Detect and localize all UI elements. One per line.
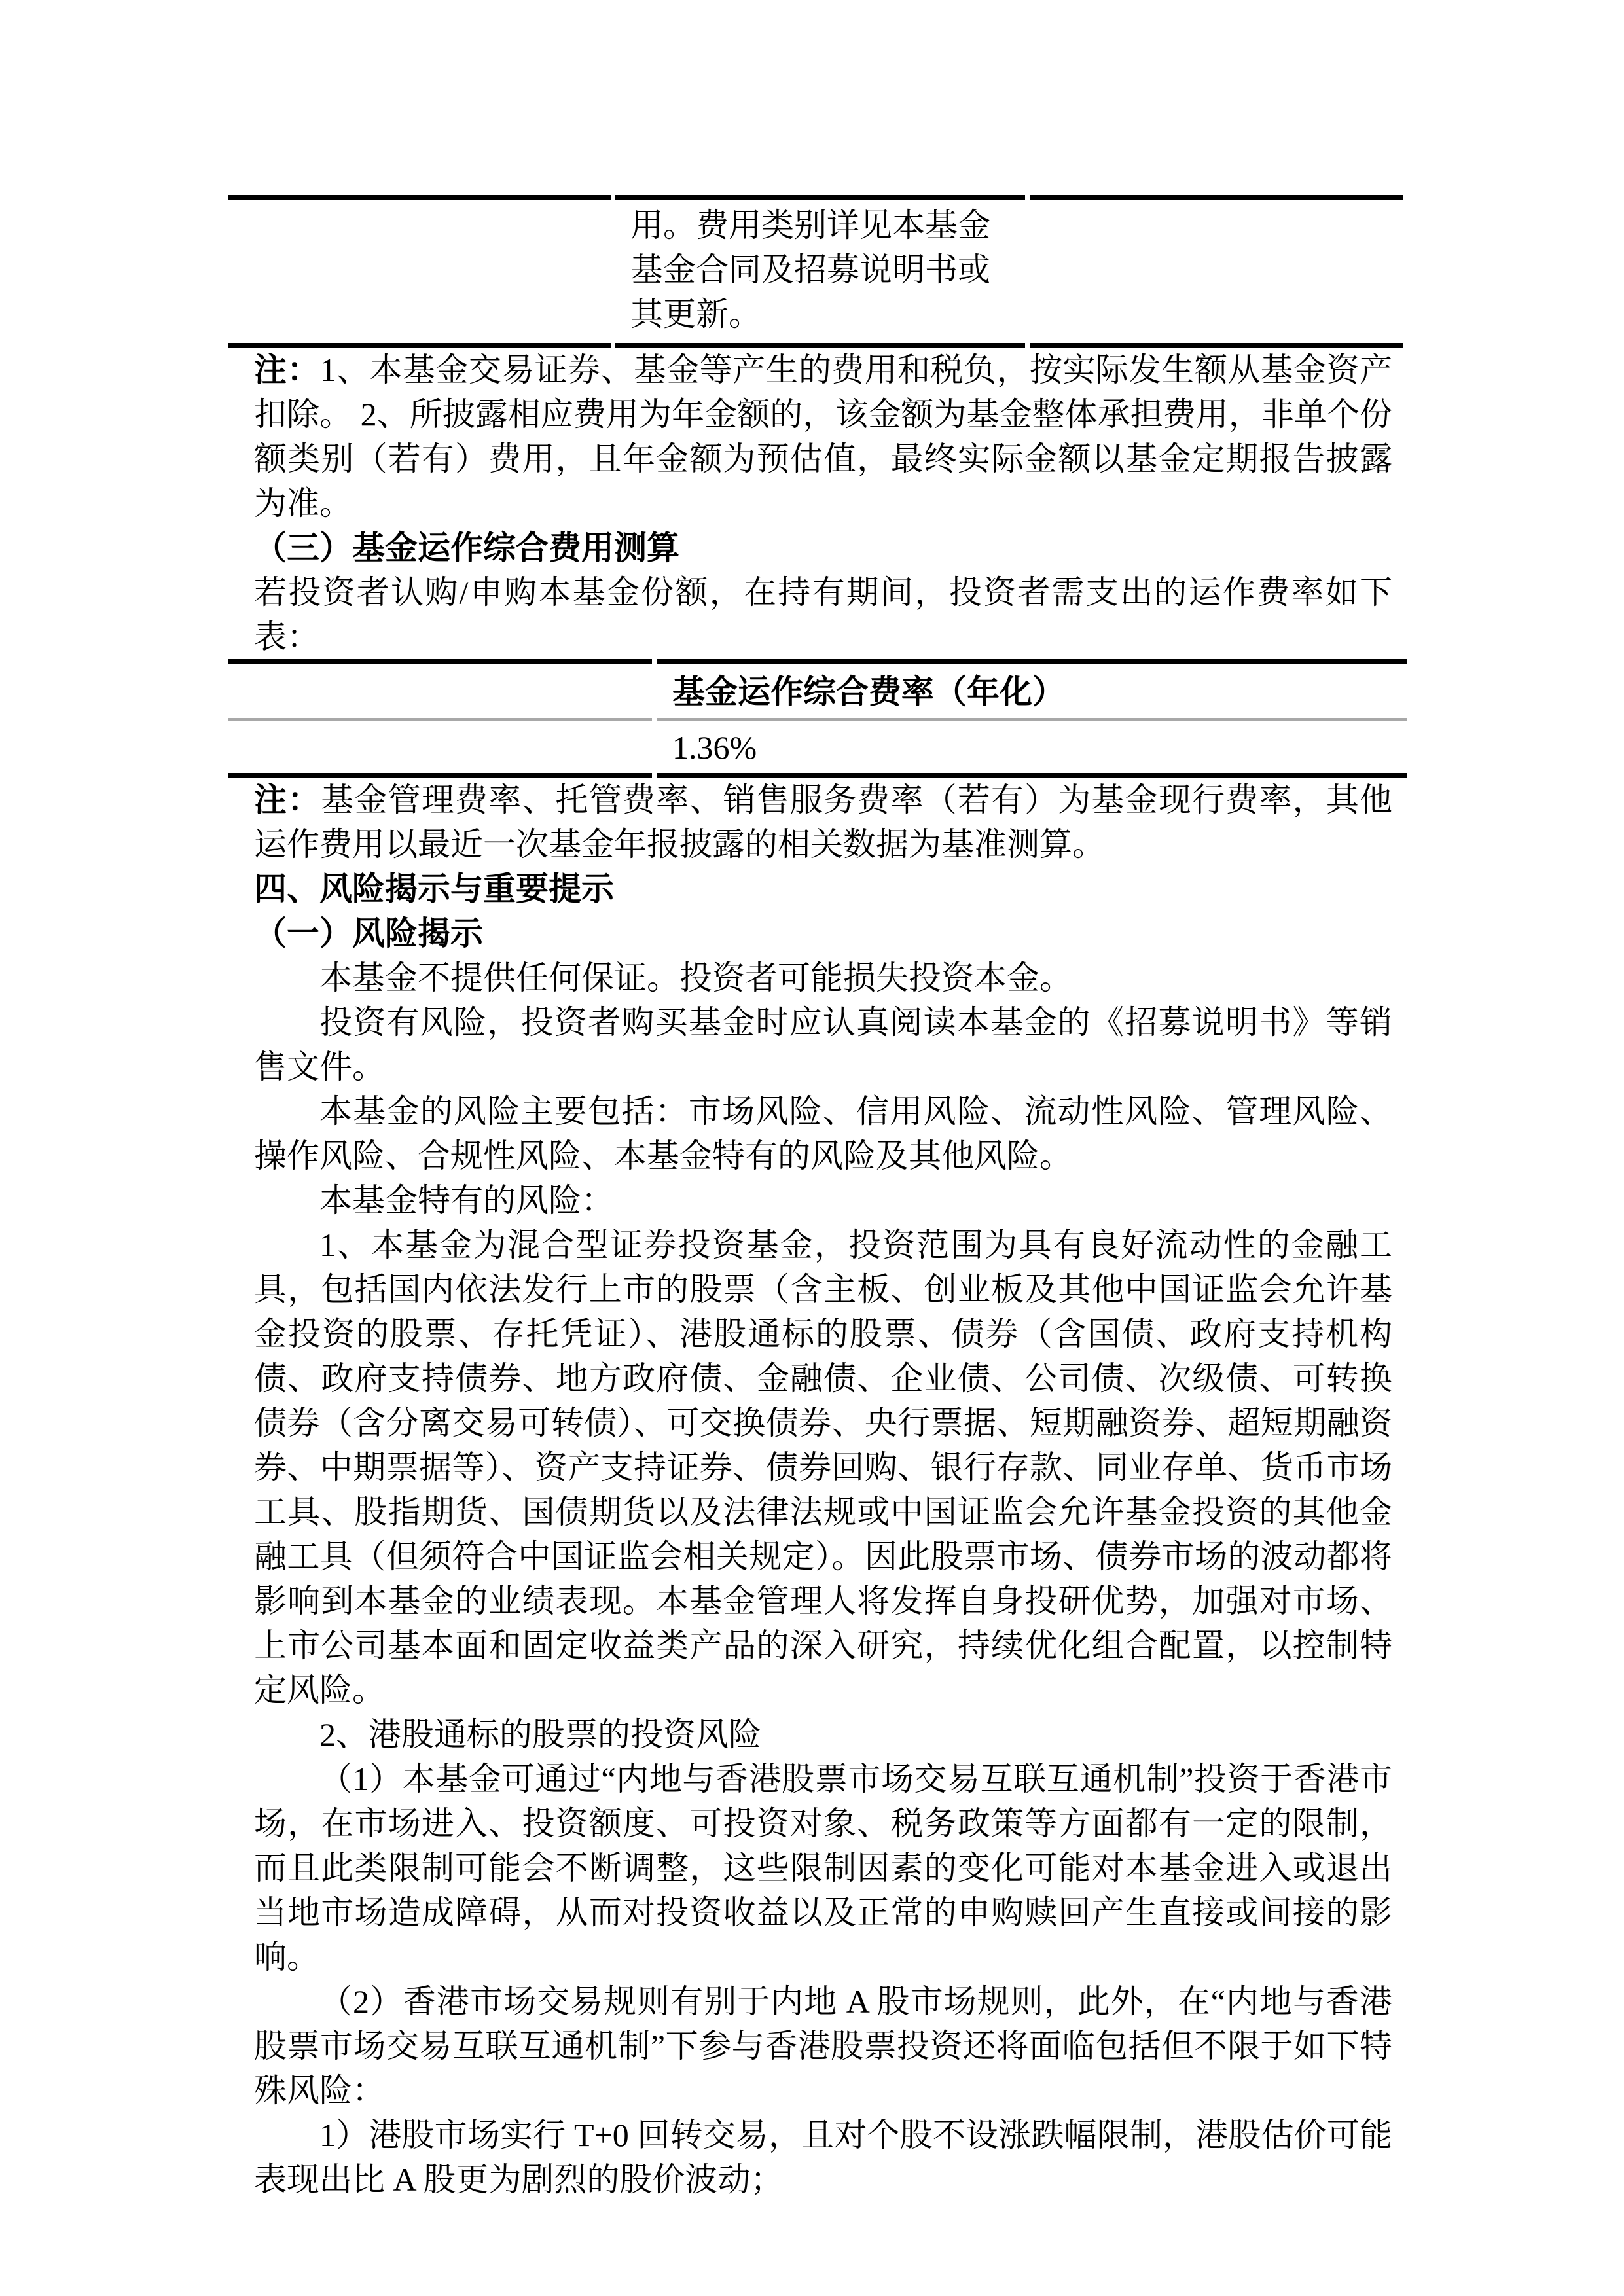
section-heading-risk: 四、风险揭示与重要提示	[254, 870, 614, 907]
page-content	[228, 195, 1407, 2202]
risk-paragraph: 本基金不提供任何保证。投资者可能损失投资本金。	[319, 960, 1072, 996]
risk-paragraph: 2、港股通标的股票的投资风险	[319, 1716, 761, 1753]
risk-paragraph: 1）港股市场实行 T+0 回转交易，且对个股不设涨跌幅限制，港股估价可能表现出比 A 股更为剧烈的股价波动；	[254, 2117, 1392, 2198]
carryover-cell-line: 其更新。	[630, 296, 761, 332]
fee-table-header-empty-cell	[228, 659, 652, 721]
operating-cost-intro: 若投资者认购/申购本基金份额，在持有期间，投资者需支出的运作费率如下表：	[254, 574, 1392, 655]
fee-table	[228, 659, 1407, 778]
carryover-table-text-cell	[615, 195, 1025, 348]
fee-table-value-cell: 1.36%	[657, 721, 1407, 778]
note-text: 基金管理费率、托管费率、销售服务费率（若有）为基金现行费率，其他运作费用以最近一次基金年报披露的相关数据为基准测算。	[254, 781, 1393, 863]
risk-paragraph: 投资有风险，投资者购买基金时应认真阅读本基金的《招募说明书》等销售文件。	[254, 1004, 1392, 1085]
fee-note-paragraph	[254, 348, 1392, 526]
fee-table-value-row	[228, 721, 1407, 778]
operating-cost-note-paragraph	[254, 778, 1392, 867]
fee-table-header-row	[228, 659, 1407, 721]
note-text: 1、本基金交易证券、基金等产生的费用和税负，按实际发生额从基金资产扣除。 2、所披露相应费用为年金额的，该金额为基金整体承担费用，非单个份额类别（若有）费用，且年金额为预估值，最终实际金额以基金定期报告披露为准。	[254, 351, 1393, 522]
carryover-cell-line: 用。费用类别详见本基金	[630, 207, 990, 243]
risk-paragraph: （2）香港市场交易规则有别于内地 A 股市场规则，此外，在“内地与香港股票市场交易互联互通机制”下参与香港股票投资还将面临包括但不限于如下特殊风险：	[254, 1983, 1392, 2109]
fee-table-header-cell: 基金运作综合费率（年化）	[657, 659, 1407, 721]
note-label: 注：	[254, 351, 320, 388]
risk-paragraph: 1、本基金为混合型证券投资基金，投资范围为具有良好流动性的金融工具，包括国内依法发行上市的股票（含主板、创业板及其他中国证监会允许基金投资的股票、存托凭证）、港股通标的股票、债券（含国债、政府支持机构债、政府支持债券、地方政府债、金融债、企业债、公司债、次级债、可转换债券（含分离交易可转债）、可交换债券、央行票据、短期融资券、超短期融资券、中期票据等）、资产支持证券、债券回购、银行存款、同业存单、货币市场工具、股指期货、国债期货以及法律法规或中国证监会允许基金投资的其他金融工具（但须符合中国证监会相关规定）。因此股票市场、债券市场的波动都将影响到本基金的业绩表现。本基金管理人将发挥自身投研优势，加强对市场、上市公司基本面和固定收益类产品的深入研究，持续优化组合配置，以控制特定风险。	[254, 1227, 1392, 1708]
risk-paragraph: 本基金特有的风险：	[319, 1182, 614, 1219]
carryover-table	[228, 195, 1407, 348]
risk-paragraph: （1）本基金可通过“内地与香港股票市场交易互联互通机制”投资于香港市场，在市场进入、投资额度、可投资对象、税务政策等方面都有一定的限制，而且此类限制可能会不断调整，这些限制因素的变化可能对本基金进入或退出当地市场造成障碍，从而对投资收益以及正常的申购赎回产生直接或间接的影响。	[254, 1761, 1392, 1975]
carryover-cell-line: 基金合同及招募说明书或	[630, 251, 990, 288]
carryover-table-empty-cell-left	[228, 195, 611, 348]
note-label: 注：	[254, 781, 321, 818]
risk-paragraph: 本基金的风险主要包括：市场风险、信用风险、流动性风险、管理风险、操作风险、合规性风险、本基金特有的风险及其他风险。	[254, 1093, 1392, 1174]
section-heading-operating-cost: （三）基金运作综合费用测算	[254, 529, 679, 566]
carryover-table-empty-cell-right	[1030, 195, 1403, 348]
subsection-heading-risk-disclosure: （一）风险揭示	[254, 915, 483, 952]
fee-table-value-empty-cell	[228, 721, 652, 778]
